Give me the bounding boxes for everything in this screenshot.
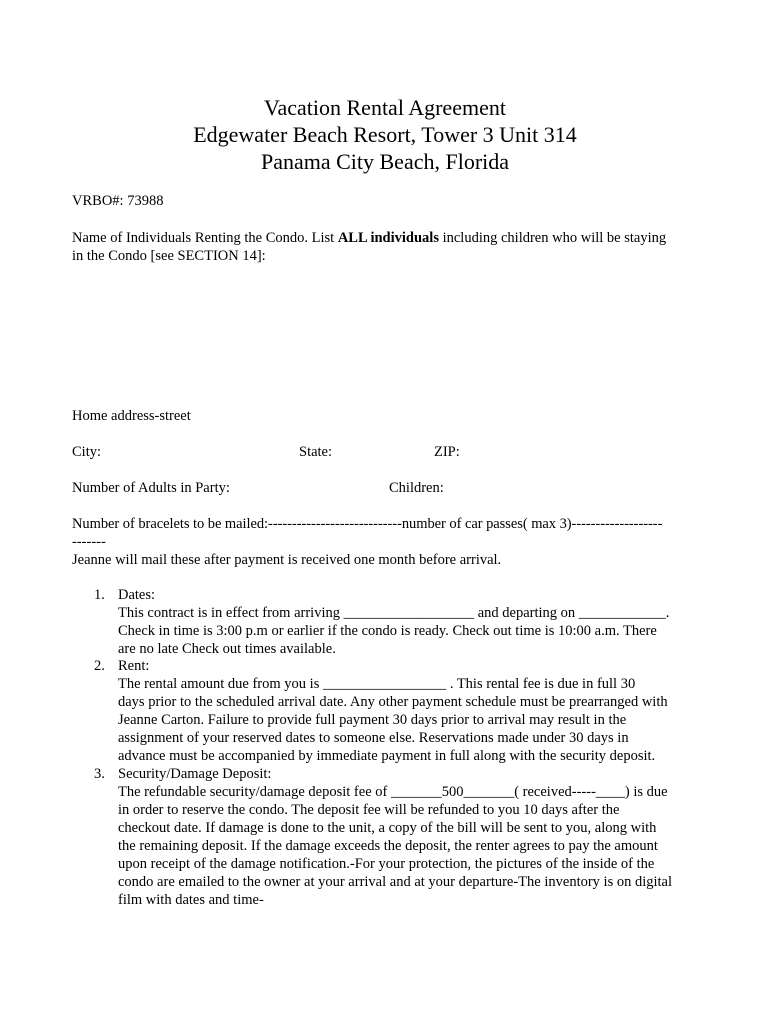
- mail-note: Jeanne will mail these after payment is received one month before arrival.: [72, 552, 502, 568]
- section-line: the remaining deposit. If the damage exceeds the deposit, the renter agrees to pay the amount: [118, 838, 658, 854]
- section-line: condo are emailed to the owner at your arrival and at your departure-The inventory is on digital: [118, 874, 673, 890]
- section-line: assignment of your reserved dates to someone else. Reservations made under 30 days in: [118, 730, 629, 746]
- resort-location: Panama City Beach, Florida: [260, 149, 510, 174]
- home-address-label: Home address-street: [72, 408, 191, 424]
- city-label: City:: [72, 444, 102, 460]
- renters-instruction: [72, 229, 666, 247]
- adults-label: Number of Adults in Party:: [72, 480, 230, 496]
- section-heading-rent: Rent:: [118, 658, 150, 674]
- section-line: This contract is in effect from arriving __________________ and departing on ____________.: [118, 605, 670, 621]
- zip-label: ZIP:: [434, 444, 460, 460]
- section-line: upon receipt of the damage notification.-For your protection, the pictures of the inside of the: [118, 856, 655, 872]
- renters-instruction-bold: ALL individuals: [337, 230, 439, 246]
- bracelets-line-continued: -------: [72, 534, 106, 550]
- section-line: The rental amount due from you is _________________ . This rental fee is due in full 30: [118, 676, 636, 692]
- children-label: Children:: [389, 480, 444, 496]
- vrbo-number: VRBO#: 73988: [72, 193, 164, 209]
- section-number: 3.: [94, 766, 105, 782]
- renters-instruction-part1: Name of Individuals Renting the Condo. List: [72, 230, 338, 246]
- section-line: days prior to the scheduled arrival date. Any other payment schedule must be prearranged with: [118, 694, 668, 710]
- section-heading-deposit: Security/Damage Deposit:: [118, 766, 272, 782]
- renters-instruction-part2: including children who will be staying: [438, 230, 667, 246]
- section-line: checkout date. If damage is done to the unit, a copy of the bill will be sent to you, along with: [118, 820, 657, 836]
- resort-name: Edgewater Beach Resort, Tower 3 Unit 314: [193, 122, 577, 147]
- section-line: advance must be accompanied by immediate payment in full along with the security deposit.: [118, 748, 656, 764]
- section-number: 1.: [94, 587, 105, 603]
- section-line: film with dates and time-: [118, 892, 264, 908]
- bracelets-line: Number of bracelets to be mailed:----------------------------number of car passes( max 3)-------------------: [72, 516, 663, 532]
- document-title: Vacation Rental Agreement: [264, 95, 506, 120]
- renters-instruction-line2: in the Condo [see SECTION 14]:: [72, 248, 266, 264]
- section-line: Check in time is 3:00 p.m or earlier if the condo is ready. Check out time is 10:00 a.m. There: [118, 623, 657, 639]
- state-label: State:: [299, 444, 333, 460]
- section-line: in order to reserve the condo. The deposit fee will be refunded to you 10 days after the: [118, 802, 620, 818]
- section-number: 2.: [94, 658, 105, 674]
- section-heading-dates: Dates:: [118, 587, 156, 603]
- section-line: The refundable security/damage deposit fee of _______500_______( received-----____) is due: [118, 784, 668, 800]
- section-line: are no late Check out times available.: [118, 641, 336, 657]
- section-line: Jeanne Carton. Failure to provide full payment 30 days prior to arrival may result in the: [118, 712, 627, 728]
